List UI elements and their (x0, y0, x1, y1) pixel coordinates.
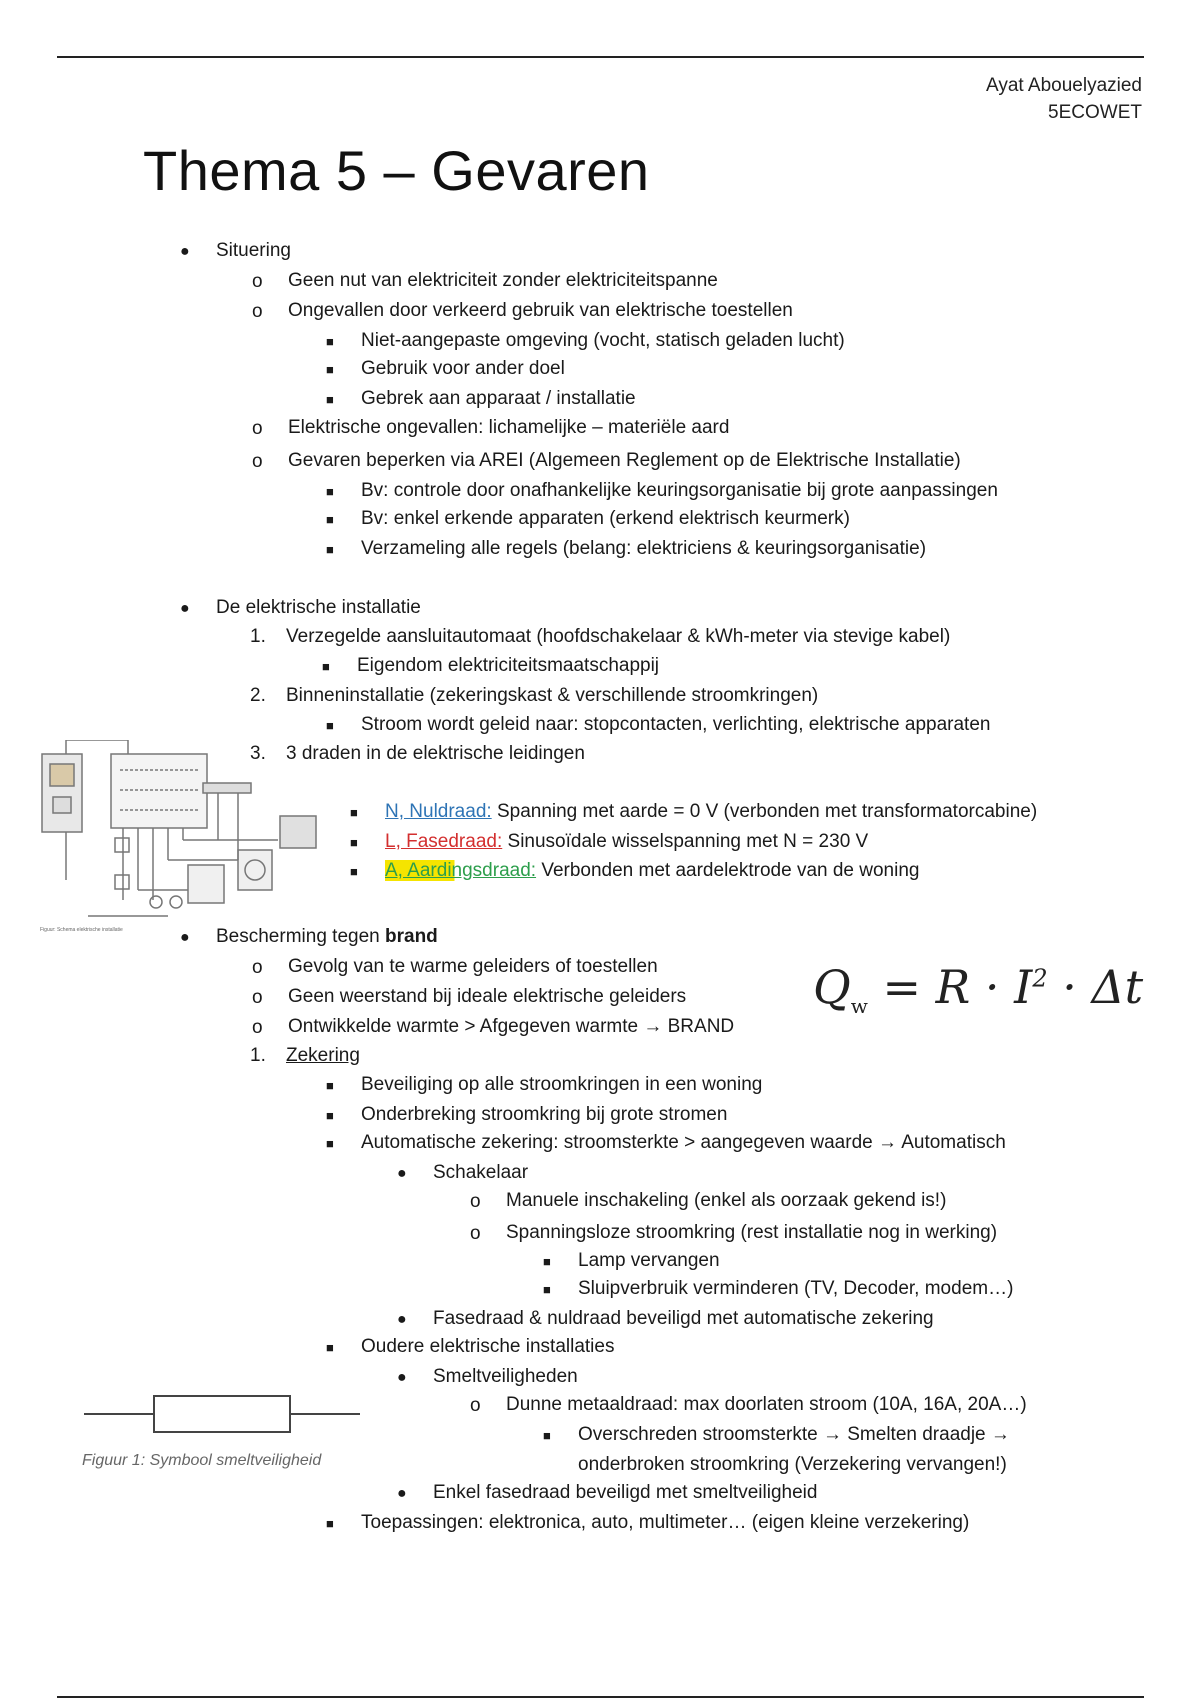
wire-l-item (385, 830, 868, 854)
list-item: Gevolg van te warme geleiders of toestellen (288, 956, 658, 977)
list-item: Eigendom elektriciteitsmaatschappij (357, 655, 660, 676)
circle-marker: o (252, 451, 263, 472)
square-marker: ■ (326, 1078, 334, 1093)
bottom-rule (57, 1696, 1144, 1698)
bullet-marker: ● (397, 1485, 407, 1502)
list-item: Schakelaar (433, 1162, 529, 1183)
circle-marker: o (252, 271, 263, 292)
square-marker: ■ (326, 1516, 334, 1531)
list-item: Gebruik voor ander doel (361, 358, 565, 379)
wire-a-label: A, Aardingsdraad: (385, 860, 537, 881)
circle-marker: o (252, 957, 263, 978)
list-item: Geen weerstand bij ideale elektrische geleiders (288, 986, 687, 1007)
list-item: Bv: enkel erkende apparaten (erkend elektrisch keurmerk) (361, 508, 850, 529)
list-item: Oudere elektrische installaties (361, 1336, 615, 1357)
list-number: 1. (250, 1045, 266, 1066)
bullet-marker: ● (397, 1311, 407, 1328)
square-marker: ■ (326, 484, 334, 499)
formula-end: · Δt (1047, 960, 1144, 1014)
list-item-continuation: onderbroken stroomkring (Verzekering vervangen!) (578, 1454, 1007, 1475)
circle-marker: o (470, 1223, 481, 1244)
circle-marker: o (470, 1395, 481, 1416)
formula-sup: 2 (1032, 964, 1048, 993)
list-item: Bv: controle door onafhankelijke keuringsorganisatie bij grote aanpassingen (361, 480, 998, 501)
circle-marker: o (252, 987, 263, 1008)
section-brand-heading (216, 925, 438, 949)
list-item: 3 draden in de elektrische leidingen (286, 743, 585, 764)
square-marker: ■ (326, 362, 334, 377)
wire-a-item (385, 859, 919, 883)
author-block (986, 72, 1142, 126)
list-item: Stroom wordt geleid naar: stopcontacten, verlichting, elektrische apparaten (361, 714, 991, 735)
square-marker: ■ (543, 1254, 551, 1269)
bullet-marker: ● (180, 929, 190, 946)
wire-a-text: Verbonden met aardelektrode van de woning (536, 860, 920, 881)
bullet-marker: ● (180, 600, 190, 617)
circle-marker: o (252, 418, 263, 439)
list-item: Spanningsloze stroomkring (rest installatie nog in werking) (506, 1222, 998, 1243)
installation-diagram (38, 740, 328, 920)
bullet-marker: ● (180, 243, 190, 260)
formula-q: Q (813, 960, 851, 1014)
list-item: Binneninstallatie (zekeringskast & verschillende stroomkringen) (286, 685, 819, 706)
wire-n-label: N, Nuldraad: (385, 801, 492, 822)
list-item: Onderbreking stroomkring bij grote stromen (361, 1104, 728, 1125)
list-item: Elektrische ongevallen: lichamelijke – materiële aard (288, 417, 730, 438)
formula-sub-w: w (850, 994, 868, 1019)
wire-n-text: Spanning met aarde = 0 V (verbonden met transformatorcabine) (491, 801, 1038, 822)
section-installatie-heading: De elektrische installatie (216, 597, 421, 618)
list-number: 1. (250, 626, 266, 647)
page-title: Thema 5 – Gevaren (143, 139, 650, 202)
list-number: 3. (250, 743, 266, 764)
heading-prefix: Bescherming tegen (216, 926, 385, 947)
bullet-marker: ● (397, 1165, 407, 1182)
top-rule (57, 56, 1144, 58)
heat-formula (813, 960, 1143, 1018)
section-situering-heading: Situering (216, 240, 291, 261)
circle-marker: o (252, 301, 263, 322)
list-item: Ongevallen door verkeerd gebruik van elektrische toestellen (288, 300, 793, 321)
list-item: Fasedraad & nuldraad beveiligd met automatische zekering (433, 1308, 934, 1329)
wire-l-label: L, Fasedraad: (385, 831, 503, 852)
circle-marker: o (252, 1017, 263, 1038)
zekering-heading: Zekering (286, 1045, 360, 1066)
square-marker: ■ (326, 1136, 334, 1151)
list-item: Automatische zekering: stroomsterkte > aangegeven waarde → Automatisch (361, 1132, 1006, 1153)
author-name: Ayat Abouelyazied (986, 75, 1142, 96)
square-marker: ■ (350, 864, 358, 879)
square-marker: ■ (350, 805, 358, 820)
list-item: Toepassingen: elektronica, auto, multimeter… (eigen kleine verzekering) (361, 1512, 970, 1533)
list-item: Sluipverbruik verminderen (TV, Decoder, modem…) (578, 1278, 1014, 1299)
square-marker: ■ (326, 718, 334, 733)
fuse-symbol (84, 1390, 360, 1438)
list-item: Dunne metaaldraad: max doorlaten stroom (10A, 16A, 20A…) (506, 1394, 1027, 1415)
class-code: 5ECOWET (1048, 102, 1142, 123)
list-number: 2. (250, 685, 266, 706)
circle-marker: o (470, 1191, 481, 1212)
wire-l-text: Sinusoïdale wisselspanning met N = 230 V (502, 831, 869, 852)
bullet-marker: ● (397, 1369, 407, 1386)
wire-n-item (385, 800, 1037, 824)
list-item: Smeltveiligheden (433, 1366, 578, 1387)
square-marker: ■ (322, 659, 330, 674)
list-item: Overschreden stroomsterkte → Smelten draadje → (578, 1424, 1010, 1445)
list-item: Geen nut van elektriciteit zonder elektriciteitspanne (288, 270, 718, 291)
fuse-figure-caption: Figuur 1: Symbool smeltveiligheid (82, 1452, 322, 1469)
heading-bold-word: brand (385, 926, 438, 947)
square-marker: ■ (543, 1428, 551, 1443)
list-item: Gebrek aan apparaat / installatie (361, 388, 636, 409)
square-marker: ■ (326, 542, 334, 557)
square-marker: ■ (543, 1282, 551, 1297)
diagram-caption: Figuur: Schema elektrische installatie (40, 927, 123, 933)
square-marker: ■ (326, 512, 334, 527)
list-item: Verzegelde aansluitautomaat (hoofdschakelaar & kWh-meter via stevige kabel) (286, 626, 951, 647)
square-marker: ■ (326, 1108, 334, 1123)
list-item: Niet-aangepaste omgeving (vocht, statisch geladen lucht) (361, 330, 845, 351)
list-item: Lamp vervangen (578, 1250, 720, 1271)
formula-middle: = R · I (867, 960, 1033, 1014)
list-item: Beveiliging op alle stroomkringen in een woning (361, 1074, 763, 1095)
square-marker: ■ (326, 334, 334, 349)
square-marker: ■ (350, 835, 358, 850)
list-item: Gevaren beperken via AREI (Algemeen Reglement op de Elektrische Installatie) (288, 450, 961, 471)
list-item: Verzameling alle regels (belang: elektriciens & keuringsorganisatie) (361, 538, 927, 559)
square-marker: ■ (326, 392, 334, 407)
square-marker: ■ (326, 1340, 334, 1355)
list-item: Manuele inschakeling (enkel als oorzaak gekend is!) (506, 1190, 947, 1211)
list-item: Ontwikkelde warmte > Afgegeven warmte → BRAND (288, 1016, 735, 1037)
list-item: Enkel fasedraad beveiligd met smeltveiligheid (433, 1482, 818, 1503)
